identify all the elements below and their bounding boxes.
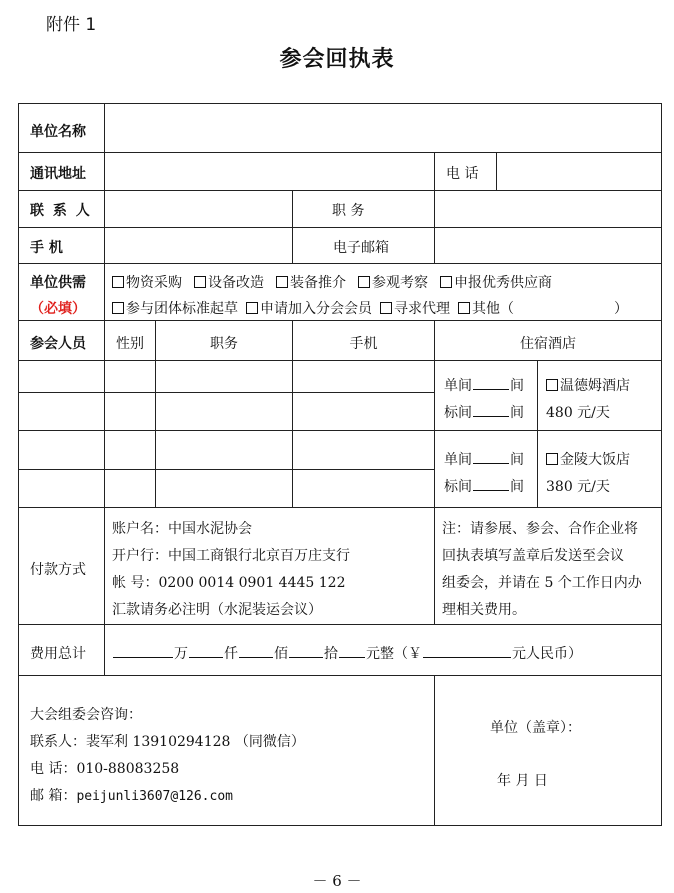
contact-person: 联系人：裴军利 13910294128 （同微信） [30, 734, 305, 750]
gender-header: 性别 [116, 336, 144, 352]
notice-line: 组委会，并请在 5 个工作日内办 [442, 575, 642, 591]
option-item[interactable]: 参观考察 [358, 275, 428, 291]
bank-name: 开户行：中国工商银行北京百万庄支行 [112, 548, 350, 564]
position-header: 职务 [210, 336, 238, 352]
amount-field[interactable] [339, 643, 365, 658]
phone-field[interactable] [498, 154, 660, 189]
amount-field[interactable] [189, 643, 223, 658]
checkbox-icon[interactable] [440, 276, 452, 288]
mobile-field[interactable] [106, 229, 291, 262]
other-close-paren: ） [614, 301, 628, 317]
contact-tel: 电 话：010-88083258 [30, 761, 180, 777]
standard-room-count-field[interactable] [473, 476, 509, 491]
checkbox-icon[interactable] [194, 276, 206, 288]
checkbox-icon[interactable] [246, 302, 258, 314]
needs-options-line1 [112, 272, 552, 292]
mobile-header: 手机 [349, 336, 378, 352]
attendees-label: 参会人员 [30, 336, 86, 352]
account-name: 账户名：中国水泥协会 [112, 521, 252, 537]
amount-field[interactable] [423, 643, 511, 658]
checkbox-icon[interactable] [358, 276, 370, 288]
notice-line: 回执表填写盖章后发送至会议 [442, 548, 624, 564]
email-field[interactable] [436, 229, 660, 262]
mobile-label: 手 机 [30, 240, 63, 256]
checkbox-icon[interactable] [112, 276, 124, 288]
page-number: － 6 － [312, 872, 362, 890]
option-item[interactable]: 申请加入分会会员 [246, 301, 372, 317]
total-amount-line: 万 仟 佰 拾 元整（￥ 元人民币） [112, 643, 582, 663]
contact-heading: 大会组委会咨询： [30, 707, 142, 723]
checkbox-icon[interactable] [458, 302, 470, 314]
stamp-label: 单位（盖章）： [490, 720, 581, 736]
address-field[interactable] [106, 154, 433, 189]
hotel-header: 住宿酒店 [520, 336, 576, 352]
hotel1-price: 480 元/天 [546, 405, 610, 421]
contact-email: 邮 箱：peijunli3607@126.com [30, 788, 233, 804]
position-label: 职 务 [332, 203, 365, 219]
amount-field[interactable] [289, 643, 323, 658]
contact-field[interactable] [106, 192, 291, 226]
remittance-note: 汇款请务必注明（水泥装运会议） [112, 602, 322, 618]
option-item[interactable]: 申报优秀供应商 [440, 275, 552, 291]
payment-label: 付款方式 [30, 562, 86, 578]
form-title: 参会回执表 [279, 47, 395, 72]
hotel2-price: 380 元/天 [546, 479, 610, 495]
checkbox-icon[interactable] [276, 276, 288, 288]
phone-label: 电 话 [446, 166, 479, 182]
option-item[interactable]: 寻求代理 [380, 301, 450, 317]
notice-line: 理相关费用。 [442, 602, 526, 618]
hotel2-single-room: 单间 间 [444, 449, 524, 469]
single-room-count-field[interactable] [473, 449, 509, 464]
amount-field[interactable] [113, 643, 173, 658]
hotel2-option[interactable]: 金陵大饭店 [546, 449, 630, 469]
contact-label: 联 系 人 [30, 203, 92, 219]
option-item[interactable]: 参与团体标准起草 [112, 301, 238, 317]
checkbox-icon[interactable] [112, 302, 124, 314]
needs-label: 单位供需 [30, 275, 86, 291]
needs-options-line2 [112, 298, 514, 318]
option-item[interactable]: 设备改造 [194, 275, 264, 291]
single-room-count-field[interactable] [473, 375, 509, 390]
standard-room-count-field[interactable] [473, 402, 509, 417]
hotel2-standard-room: 标间 间 [444, 476, 524, 496]
address-label: 通讯地址 [30, 166, 86, 182]
option-item[interactable]: 物资采购 [112, 275, 182, 291]
account-number: 帐 号：0200 0014 0901 4445 122 [112, 575, 346, 591]
position-field[interactable] [436, 192, 660, 226]
hotel1-standard-room: 标间 间 [444, 402, 524, 422]
option-item[interactable]: 其他（ [458, 301, 514, 317]
email-address[interactable]: peijunli3607@126.com [76, 789, 233, 804]
amount-field[interactable] [239, 643, 273, 658]
checkbox-icon[interactable] [546, 453, 558, 465]
email-label: 电子邮箱 [333, 240, 389, 256]
unit-name-label: 单位名称 [30, 124, 86, 140]
total-label: 费用总计 [30, 646, 86, 662]
needs-required-note: （必填） [30, 301, 86, 317]
checkbox-icon[interactable] [380, 302, 392, 314]
stamp-date: 年 月 日 [497, 773, 548, 789]
option-item[interactable]: 装备推介 [276, 275, 346, 291]
notice-line: 注：请参展、参会、合作企业将 [442, 521, 638, 537]
checkbox-icon[interactable] [546, 379, 558, 391]
attachment-label: 附件 1 [46, 15, 97, 35]
hotel1-option[interactable]: 温德姆酒店 [546, 375, 630, 395]
hotel1-single-room: 单间 间 [444, 375, 524, 395]
unit-name-field[interactable] [106, 105, 660, 151]
